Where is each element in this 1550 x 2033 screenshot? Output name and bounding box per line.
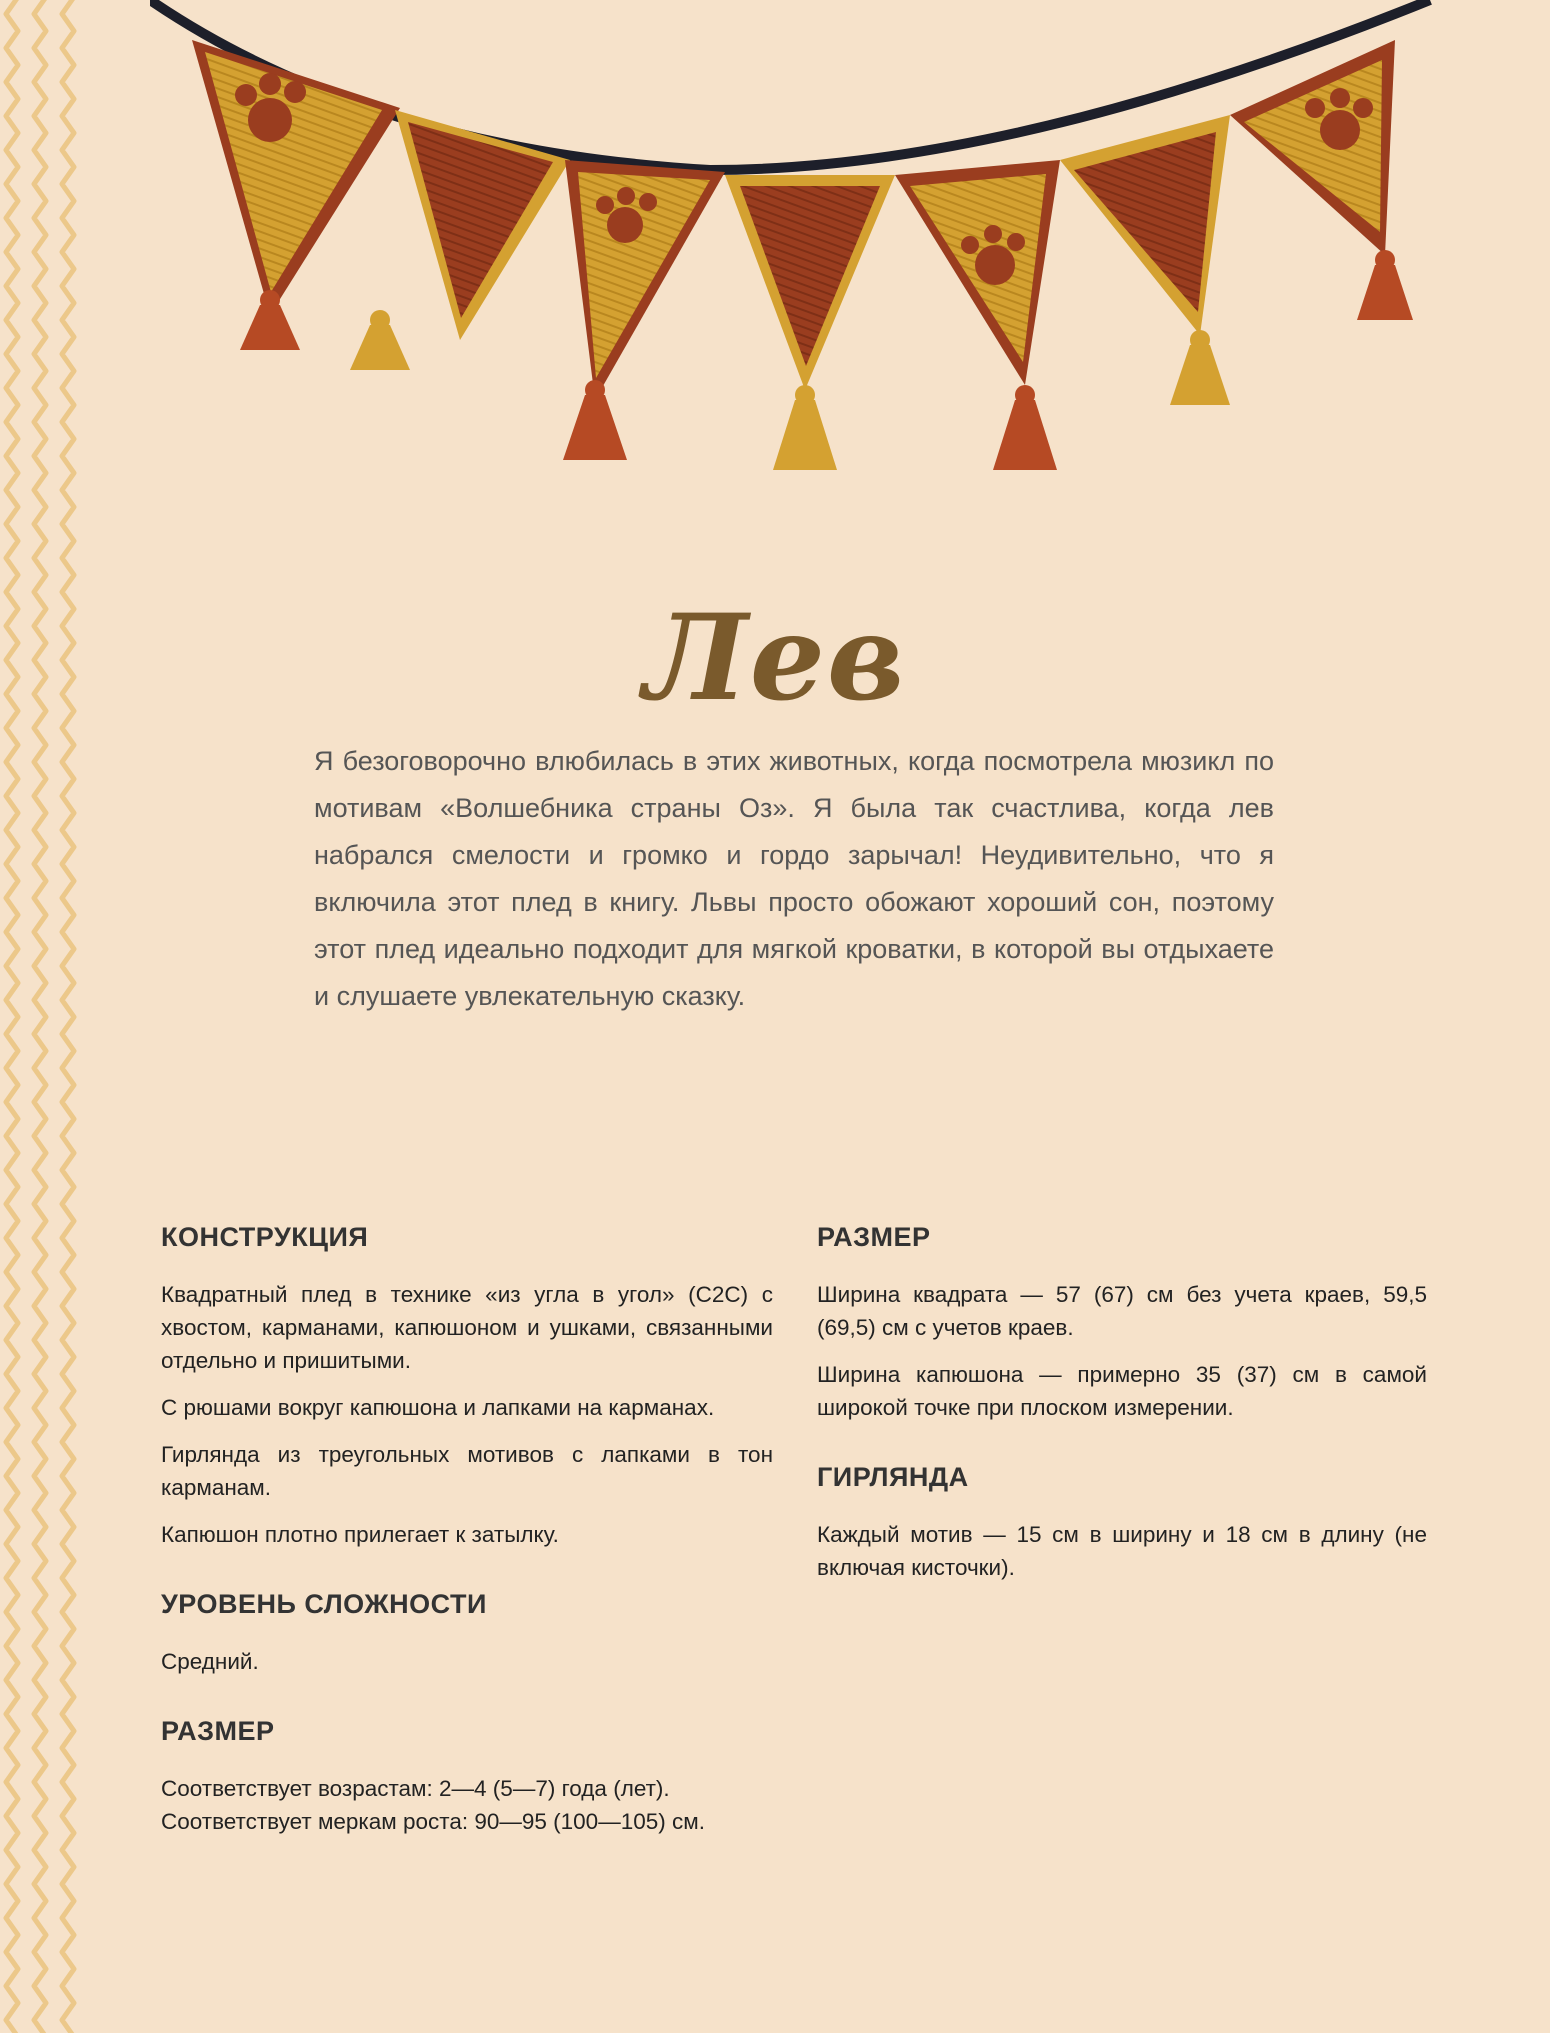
tassel-icon bbox=[993, 385, 1057, 470]
size-paragraph: Ширина капюшона — примерно 35 (37) см в самой широкой точке при плоском измерении. bbox=[817, 1362, 1427, 1420]
garland-section bbox=[817, 1460, 1427, 1584]
pennant-7 bbox=[1230, 40, 1413, 320]
garland-illustration bbox=[150, 0, 1450, 490]
pennant-5 bbox=[895, 160, 1060, 470]
garland-heading: ГИРЛЯНДА bbox=[817, 1462, 969, 1492]
pennant-6 bbox=[1060, 115, 1230, 405]
pennant-3 bbox=[563, 160, 725, 460]
size-heading-left: РАЗМЕР bbox=[161, 1716, 275, 1746]
size-paragraph: Ширина квадрата — 57 (67) см без учета краев, 59,5 (69,5) см с учетов краев. bbox=[817, 1282, 1427, 1340]
difficulty-text: Средний. bbox=[161, 1649, 259, 1674]
construction-paragraph: Квадратный плед в технике «из угла в угол» (C2C) с хвостом, карманами, капюшоном и ушками, связанными отдельно и пришитыми. bbox=[161, 1282, 773, 1373]
page-title: Лев bbox=[643, 588, 907, 728]
size-heading-right: РАЗМЕР bbox=[817, 1222, 931, 1252]
pennant-4 bbox=[725, 175, 895, 470]
size-section-right bbox=[817, 1220, 1427, 1424]
construction-paragraph: С рюшами вокруг капюшона и лапками на карманах. bbox=[161, 1395, 715, 1420]
tassel-icon bbox=[350, 310, 410, 370]
tassel-icon bbox=[773, 385, 837, 470]
tassel-icon bbox=[563, 380, 627, 460]
difficulty-heading: УРОВЕНЬ СЛОЖНОСТИ bbox=[161, 1589, 487, 1619]
tassel-icon bbox=[240, 290, 300, 350]
size-section-left bbox=[161, 1714, 773, 1838]
tassel-icon bbox=[1357, 250, 1413, 320]
left-column bbox=[161, 1220, 773, 1838]
tassel-icon bbox=[1170, 330, 1230, 405]
construction-heading: КОНСТРУКЦИЯ bbox=[161, 1222, 369, 1252]
right-column bbox=[817, 1220, 1427, 1598]
intro-paragraph: Я безоговорочно влюбилась в этих животных, когда посмотрела мюзикл по мотивам «Волшебника страны Оз». Я была так счастлива, когда лев набрался смелости и громко и гордо зарычал! Неудивительно, что я включила этот плед в книгу. Львы просто обожают хороший сон, поэтому этот плед идеально подходит для мягкой кроватки, в которой вы отдыхаете и слушаете увлекательную сказку. bbox=[314, 746, 1274, 1011]
pennant-1 bbox=[192, 40, 400, 350]
size-line: Соответствует возрастам: 2—4 (5—7) года (лет). bbox=[161, 1776, 670, 1801]
zigzag-border bbox=[0, 0, 90, 2033]
construction-section bbox=[161, 1220, 773, 1551]
size-line: Соответствует меркам роста: 90—95 (100—105) см. bbox=[161, 1809, 705, 1834]
garland-text: Каждый мотив — 15 см в ширину и 18 см в длину (не включая кисточки). bbox=[817, 1522, 1427, 1580]
construction-paragraph: Капюшон плотно прилегает к затылку. bbox=[161, 1522, 559, 1547]
construction-paragraph: Гирлянда из треугольных мотивов с лапками в тон карманам. bbox=[161, 1442, 773, 1500]
difficulty-section bbox=[161, 1587, 773, 1678]
